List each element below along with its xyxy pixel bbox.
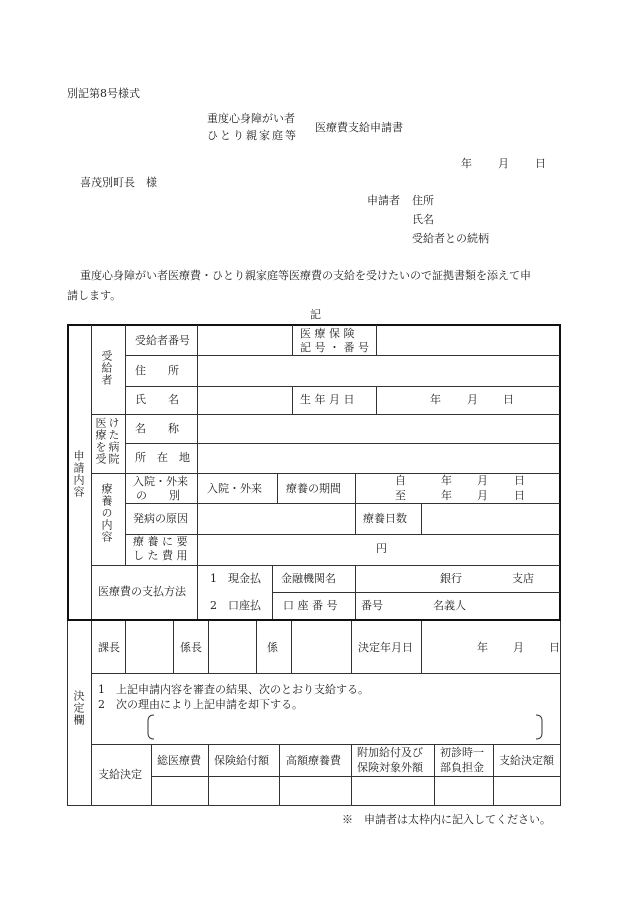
period-from-month: 月 bbox=[477, 474, 488, 487]
col-decision-amount: 支給決定額 bbox=[499, 754, 554, 767]
insurance-label-1: 医 療 保 険 bbox=[300, 327, 355, 340]
col-copay-2: 部負担金 bbox=[440, 761, 484, 774]
applicant-label: 申請者 bbox=[367, 194, 400, 207]
applicant-relation-label: 受給者との続柄 bbox=[412, 232, 489, 245]
section-label-application: 申請内容 bbox=[72, 450, 85, 498]
reason-bracket bbox=[145, 713, 545, 743]
group-label-recipient: 受給者 bbox=[100, 350, 113, 386]
page-title: 医療費支給申請書 bbox=[315, 121, 403, 134]
recipient-number-label: 受給者番号 bbox=[135, 334, 190, 347]
period-to-month: 月 bbox=[477, 489, 488, 502]
subsection-chief-label: 係長 bbox=[180, 641, 202, 654]
col-high-cost: 高額療養費 bbox=[286, 754, 341, 767]
form-number: 別記第8号様式 bbox=[67, 87, 140, 100]
staff-label: 係 bbox=[267, 641, 278, 654]
payment-method-label: 医療費の支払方法 bbox=[98, 585, 186, 598]
decision-month: 月 bbox=[513, 641, 524, 654]
recipient-address-label: 住 所 bbox=[135, 364, 179, 377]
decision-option-1: 1 上記申請内容を審査の結果、次のとおり支給する。 bbox=[98, 683, 369, 696]
col-additional-2: 保険対象外額 bbox=[357, 761, 423, 774]
col-insurance-benefit: 保険給付額 bbox=[214, 754, 269, 767]
account-number-label: 番号 bbox=[361, 599, 383, 612]
birth-day: 日 bbox=[503, 393, 514, 406]
ki-label: 記 bbox=[310, 308, 321, 321]
title-line1: 重度心身障がい者 bbox=[207, 112, 295, 125]
date-month: 月 bbox=[498, 157, 509, 170]
addressee: 喜茂別町長 様 bbox=[80, 176, 157, 189]
payment-decision-label: 支給決定 bbox=[98, 768, 142, 781]
inout-label-1: 入院・外来 bbox=[133, 475, 188, 488]
section-label-decision: 決定欄 bbox=[72, 690, 85, 726]
birthdate-label: 生 年 月 日 bbox=[300, 393, 355, 406]
decision-day: 日 bbox=[549, 641, 560, 654]
group-label-treatment: 療養の内容 bbox=[100, 483, 113, 543]
account-label: 口 座 番 号 bbox=[283, 599, 338, 612]
body-text-line2: 請します。 bbox=[67, 289, 122, 302]
body-text-line1: 重度心身障がい者医療費・ひとり親家庭等医療費の支給を受けたいので証拠書類を添えて申 bbox=[80, 269, 531, 282]
period-from-day: 日 bbox=[514, 474, 525, 487]
payment-transfer: 2 口座払 bbox=[210, 599, 261, 612]
payment-cash: 1 現金払 bbox=[210, 572, 261, 585]
birth-month: 月 bbox=[467, 393, 478, 406]
period-label: 療養の期間 bbox=[286, 482, 341, 495]
birth-year: 年 bbox=[430, 393, 441, 406]
period-from-year: 年 bbox=[441, 474, 452, 487]
applicant-name-label: 氏名 bbox=[412, 213, 434, 226]
bank-name-label: 金融機関名 bbox=[281, 572, 336, 585]
cost-yen: 円 bbox=[376, 542, 387, 555]
account-holder-label: 名義人 bbox=[433, 599, 466, 612]
decision-option-2: 2 次の理由により上記申請を却下する。 bbox=[98, 698, 303, 711]
cause-label: 発病の原因 bbox=[133, 512, 188, 525]
applicant-address-label: 住所 bbox=[412, 194, 434, 207]
decision-date-label: 決定年月日 bbox=[358, 641, 413, 654]
branch-suffix: 支店 bbox=[512, 572, 534, 585]
period-to: 至 bbox=[395, 489, 406, 502]
footnote: ※ 申請者は太枠内に記入してください。 bbox=[342, 813, 551, 826]
recipient-name-label: 氏 名 bbox=[135, 393, 179, 406]
days-label: 療養日数 bbox=[363, 512, 407, 525]
inout-value: 入院・外来 bbox=[207, 482, 262, 495]
hospital-group-col2: 医療を受 bbox=[94, 417, 107, 465]
col-additional-1: 附加給付及び bbox=[357, 746, 423, 759]
period-to-year: 年 bbox=[441, 489, 452, 502]
hospital-name-label: 名 称 bbox=[135, 422, 179, 435]
period-to-day: 日 bbox=[514, 489, 525, 502]
col-total-medical: 総医療費 bbox=[157, 754, 201, 767]
bank-suffix: 銀行 bbox=[440, 572, 462, 585]
cost-label-1: 療 養 に 要 bbox=[133, 535, 188, 548]
date-day: 日 bbox=[535, 157, 546, 170]
section-chief-label: 課長 bbox=[98, 641, 120, 654]
cost-label-2: し た 費 用 bbox=[133, 549, 188, 562]
hospital-address-label: 所 在 地 bbox=[135, 451, 190, 464]
decision-year: 年 bbox=[477, 641, 488, 654]
title-line2: ひとり親家庭等 bbox=[207, 129, 298, 142]
period-from: 自 bbox=[395, 474, 406, 487]
hospital-group-col1: けた病院 bbox=[107, 417, 120, 465]
inout-label-2: の 別 bbox=[136, 489, 180, 502]
insurance-label-2: 記 号 ・ 番 号 bbox=[300, 341, 369, 354]
col-copay-1: 初診時一 bbox=[440, 746, 484, 759]
date-year: 年 bbox=[461, 157, 472, 170]
